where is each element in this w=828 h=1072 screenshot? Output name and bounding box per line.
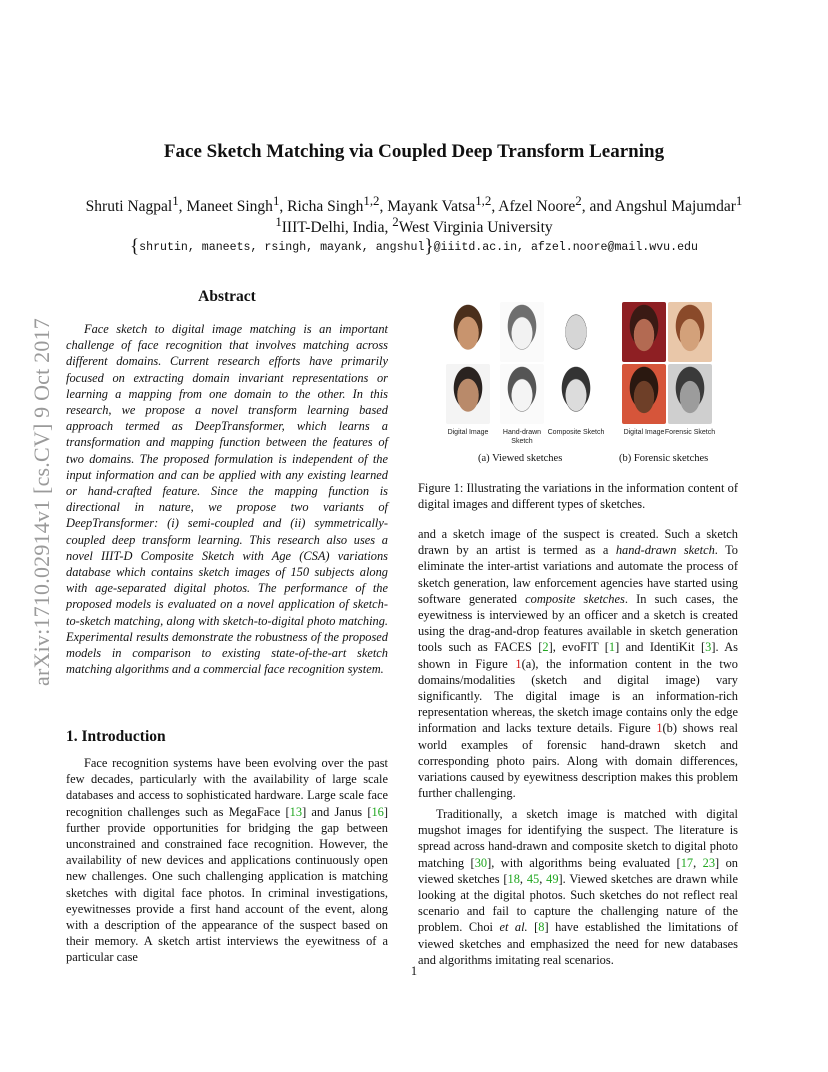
section-heading: 1. Introduction [66, 728, 166, 745]
composite-sketch-image [554, 302, 598, 362]
author-name: , and Angshul Majumdar [581, 198, 736, 216]
subcaption-b: (b) Forensic sketches [619, 453, 709, 464]
brace-close: } [424, 236, 434, 257]
paper-title: Face Sketch Matching via Coupled Deep Transform Learning [163, 141, 665, 162]
forensic-sketch-image [668, 302, 712, 362]
text-run: ], with algorithms being evaluated [ [487, 855, 681, 870]
abstract-text: Face sketch to digital image matching is an important challenge of face recognition that involves matching across different domains. Current research efforts have primarily focused on extracting domain invariant representations or learning a mapping from one domain to the other. In this research, we propose a novel transform learning based approach termed as DeepTransformer, which learns a transformation and mapping function between the features of two domains. The proposed formulation is independent of the input information and can be applied with any existing learned or hand-crafted feature. Since the mapping function is directional in nature, we propose two variants of DeepTransformer: (i) semi-coupled and (ii) symmetrically-coupled deep transform learning. This research also uses a novel IIIT-D Composite Sketch with Age (CSA) variations database which contains sketch images of 150 subjects along with age-separated digital photos. The performance of the proposed models is evaluated on a novel application of sketch-to-sketch matching, along with sketch-to-digital photo matching. Experimental results demonstrate the robustness of the proposed models in comparison to existing state-of-the-art sketch matching algorithms and a commercial face recognition system. [66, 322, 388, 677]
citation-link[interactable]: 18 [507, 871, 520, 886]
citation-link[interactable]: 45 [526, 871, 540, 886]
image-label: Composite Sketch [547, 429, 605, 436]
text-run: ] on viewed sketches [ [418, 855, 738, 886]
text-run: , [539, 871, 547, 886]
text-run: ]. Viewed sketches are drawn while looking at the digital photos. Such sketches do not reflect real scenario and fail to capture the challenging nature of the problem. Choi [418, 871, 738, 935]
citation-link[interactable]: 1 [608, 640, 616, 655]
affil-marker: 2 [392, 214, 399, 229]
forensic-photo-image [622, 364, 666, 424]
institution: IIIT-Delhi, India, [281, 219, 393, 237]
subcaption-a: (a) Viewed sketches [478, 453, 563, 464]
text-run: and a sketch image of the suspect is created. Such a sketch drawn by an artist is termed as a [418, 527, 738, 558]
text-run: ] and Janus [ [302, 804, 372, 819]
author-list [0, 193, 828, 216]
citation-link[interactable]: 2 [542, 640, 549, 655]
image-label: Digital Image [447, 429, 489, 436]
body-paragraph [418, 526, 738, 801]
text-run: . In such cases, the eyewitness is interviewed by an officer and a sketch is created using the drag-and-drop features available in sketch generation tools such as FACES [ [418, 591, 738, 655]
citation-link[interactable]: 23 [702, 855, 716, 870]
affil-marker: 1 [172, 193, 179, 208]
author-name: , Afzel Noore [491, 198, 576, 216]
hand-drawn-sketch-image [500, 364, 544, 424]
citation-link[interactable]: 13 [289, 804, 303, 819]
affiliations [0, 214, 828, 237]
figure-ref-link[interactable]: 1 [515, 656, 522, 671]
text-run: ] have established the limitations of viewed sketches and emphasized the need for new databases and algorithms imitating real scenarios. [418, 920, 738, 967]
text-run: ], evoFIT [ [548, 640, 609, 655]
text-run: ] further provide opportunities for bridging the gap between unconstrained and constrained face recognition. However, the availability of new devices and applications continuously open new challenges. One such challenging application is matching sketches with digital face photos. In criminal investigations, eyewitnesses provide a first hand account of the event, along with a description of the appearance of the suspect based on their memory. A sketch artist interviews the eyewitness of a particular case [66, 804, 388, 965]
text-run: (a), the information content in the two domains/modalities (sketch and digital image) vary significantly. The digital image is an information-rich representation whereas, the sketch image contains only the edge information and lacks texture details. Figure [418, 656, 738, 736]
text-run: (b) shows real world examples of forensic hand-drawn sketch and corresponding photo pairs. Along with domain differences, variations caused by eyewitness description makes this problem further challenging. [418, 721, 738, 801]
image-label: Hand-drawn Sketch [502, 429, 542, 445]
affil-marker: 1,2 [363, 193, 380, 208]
figure-1 [418, 300, 738, 490]
figure-ref-link[interactable]: 1 [656, 721, 663, 736]
email-line [0, 236, 828, 258]
text-run: ] and IdentiKit [ [615, 640, 706, 655]
text-run: , [519, 871, 527, 886]
affil-marker: 1 [275, 214, 282, 229]
affil-marker: 1 [272, 193, 280, 208]
figure-caption: Figure 1: Illustrating the variations in the information content of digital images and different types of sketches. [418, 481, 738, 512]
author-name: , Mayank Vatsa [379, 198, 476, 216]
emphasis: hand-drawn sketch [615, 543, 715, 558]
image-label: Forensic Sketch [664, 429, 716, 436]
body-paragraph [418, 806, 738, 968]
email-users: shrutin, maneets, rsingh, mayank, angshul [139, 241, 425, 254]
institution: West Virginia University [398, 219, 553, 237]
citation-link[interactable]: 49 [546, 871, 559, 886]
citation-link[interactable]: 30 [474, 855, 488, 870]
digital-photo-image [446, 364, 490, 424]
author-name: Shruti Nagpal [85, 198, 173, 216]
forensic-sketch-image [668, 364, 712, 424]
text-run: Traditionally, a sketch image is matched with digital mugshot images for identifying the suspect. The literature is spread across hand-drawn and composite sketch to digital photo matching [ [418, 807, 738, 870]
emphasis: composite sketches [525, 591, 625, 606]
citation-link[interactable]: 16 [371, 804, 384, 819]
text-run: [ [527, 920, 539, 935]
text-run: ]. As shown in Figure [418, 640, 738, 671]
intro-paragraph [66, 755, 388, 966]
arxiv-id: arXiv:1710.02914v1 [cs.CV] 9 Oct 2017 [29, 318, 54, 686]
emphasis: et al. [499, 920, 528, 935]
brace-open: { [130, 236, 140, 257]
composite-sketch-image [554, 364, 598, 424]
abstract-heading: Abstract [198, 288, 256, 305]
text-run: , [693, 855, 703, 870]
citation-link[interactable]: 8 [538, 920, 545, 935]
image-label: Digital Image [623, 429, 665, 436]
hand-drawn-sketch-image [500, 302, 544, 362]
text-run: . To eliminate the inter-artist variations and automate the process of sketch generation, law enforcement agencies have started using software generated [418, 543, 739, 606]
citation-link[interactable]: 3 [705, 640, 712, 655]
affil-marker: 1,2 [475, 193, 492, 208]
digital-photo-image [446, 302, 490, 362]
citation-link[interactable]: 17 [680, 855, 694, 870]
author-name: , Maneet Singh [178, 198, 273, 216]
author-name: , Richa Singh [279, 198, 364, 216]
forensic-photo-image [622, 302, 666, 362]
arxiv-stamp [22, 292, 62, 712]
page-number: 1 [410, 964, 418, 978]
email-domains: @iiitd.ac.in, afzel.noore@mail.wvu.edu [433, 241, 698, 254]
text-run: Face recognition systems have been evolving over the past few decades, particularly with the availability of large scale databases and access to sophisticated hardware. Large scale face recognition challenges such as MegaFace [ [66, 756, 388, 819]
affil-marker: 2 [575, 193, 582, 208]
affil-marker: 1 [735, 193, 743, 208]
